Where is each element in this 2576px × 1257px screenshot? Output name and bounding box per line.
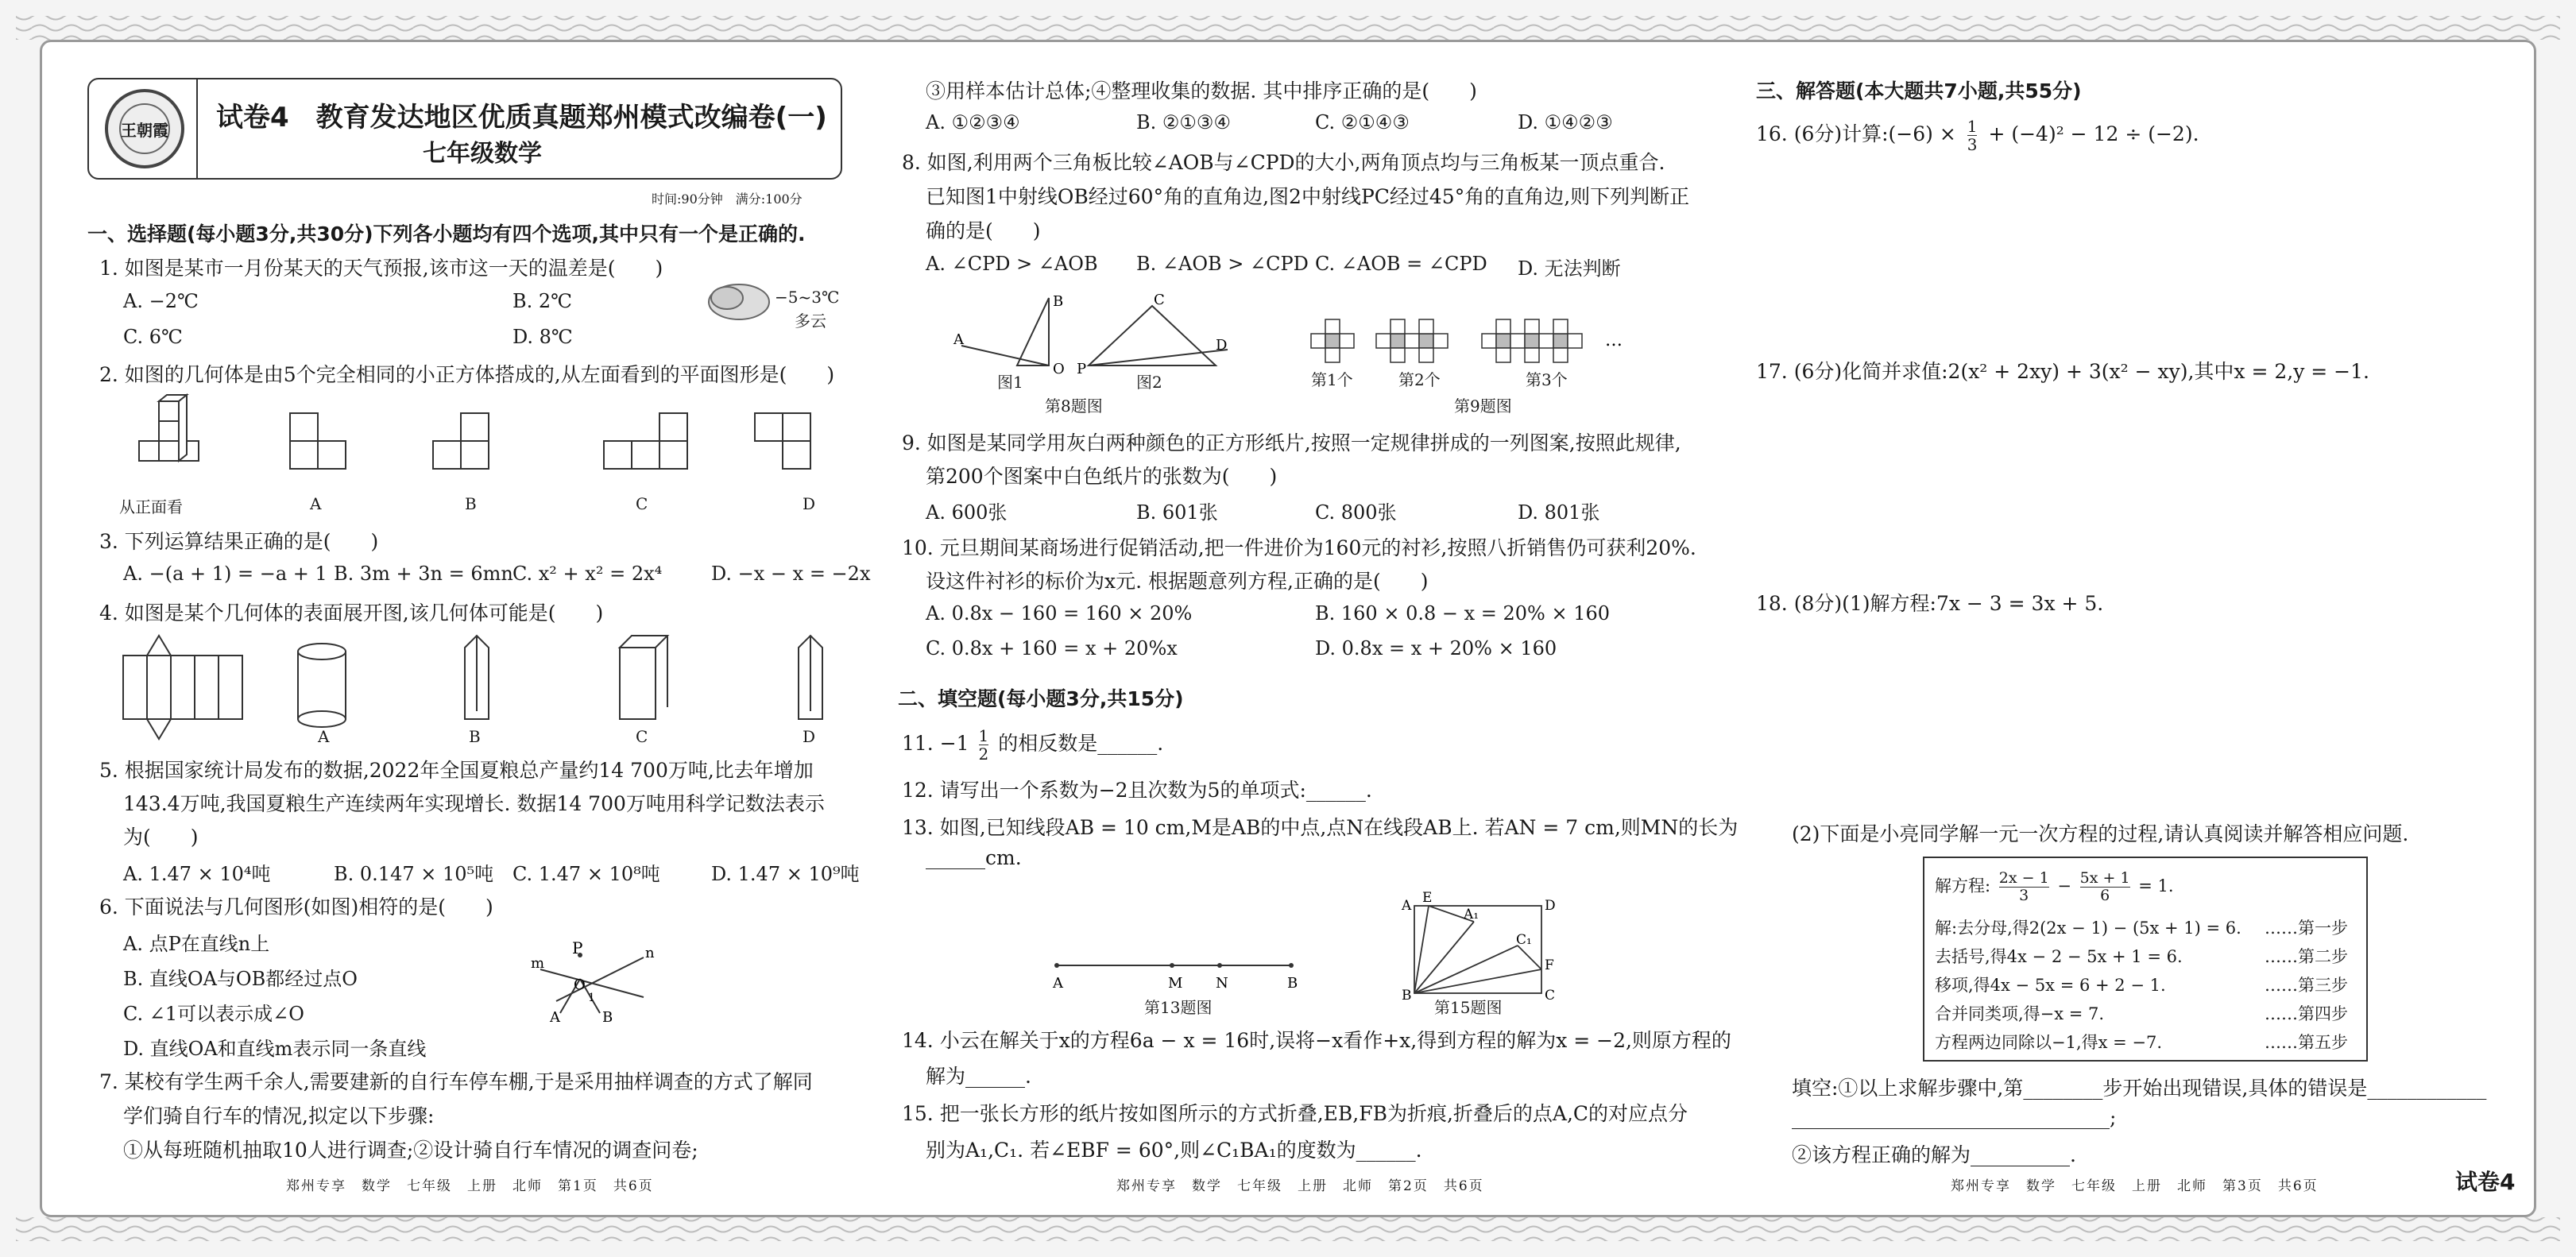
svg-text:E: E (1422, 890, 1433, 906)
q2-figures (119, 393, 834, 512)
q5-option-a: A. 1.47 × 10⁴吨 (123, 863, 271, 885)
q8-stem-1: 8. 如图,利用两个三角板比较∠AOB与∠CPD的大小,两角顶点均与三角板某一顶点重合. (902, 151, 1665, 174)
box-tag-4: ……第四步 (2265, 1004, 2348, 1023)
q6-figure (524, 938, 659, 1025)
q8-option-b: B. ∠AOB > ∠CPD (1136, 253, 1309, 275)
q13-stem-2: ______cm. (926, 846, 1022, 869)
q9-label-1: 第1个 (1311, 370, 1353, 389)
footer-page-2: 郑州专享 数学 七年级 上册 北师 第2页 共6页 (1116, 1178, 1484, 1194)
q7-option-c: C. ②①④③ (1315, 111, 1410, 133)
q1-option-c: C. 6℃ (123, 326, 183, 348)
svg-text:O: O (1053, 361, 1065, 377)
q17-stem: 17. (6分)化简并求值:2(x² + 2xy) + 3(x² − xy),其中x = 2,y = −1. (1756, 360, 2369, 383)
q2-label-c: C (636, 494, 648, 513)
section-3-title: 三、解答题(本大题共7小题,共55分) (1756, 79, 2082, 102)
section-1-title: 一、选择题(每小题3分,共30分)下列各小题均有四个选项,其中只有一个是正确的. (87, 222, 806, 246)
svg-text:…: … (1605, 331, 1623, 350)
svg-text:B: B (602, 1009, 613, 1025)
svg-text:B: B (1402, 988, 1412, 1001)
q5-stem-3: 为( ) (123, 826, 199, 849)
box-tag-5: ……第五步 (2265, 1033, 2348, 1052)
svg-text:M: M (1168, 975, 1183, 992)
q14-stem-1: 14. 小云在解关于x的方程6a − x = 16时,误将−x看作+x,得到方程的解为x = −2,则原方程的 (902, 1029, 1731, 1052)
q15-caption: 第15题图 (1434, 998, 1503, 1017)
q9-option-c: C. 800张 (1315, 501, 1397, 524)
logo-seal: 王朝霞 (105, 89, 184, 168)
svg-text:P: P (1077, 361, 1087, 377)
q9-figure (1303, 314, 1637, 369)
q9-stem-2: 第200个图案中白色纸片的张数为( ) (926, 465, 1278, 488)
svg-text:1: 1 (588, 992, 595, 1004)
q5-stem-1: 5. 根据国家统计局发布的数据,2022年全国夏粮总产量约14 700万吨,比去年增加 (99, 759, 814, 782)
q13-stem-1: 13. 如图,已知线段AB = 10 cm,M是AB的中点,点N在线段AB上. 若AN = 7 cm,则MN的长为 (902, 816, 1739, 839)
q18-fill-3: ②该方程正确的解为__________. (1792, 1143, 2076, 1166)
q9-label-3: 第3个 (1526, 370, 1568, 389)
q5-option-d: D. 1.47 × 10⁹吨 (711, 863, 860, 885)
svg-text:O: O (574, 977, 586, 993)
q9-caption: 第9题图 (1454, 396, 1512, 416)
exam-title: 试卷4 教育发达地区优质真题郑州模式改编卷(一) (216, 102, 827, 133)
q7-stem-cont: ③用样本估计总体;④整理收集的数据. 其中排序正确的是( ) (926, 79, 1477, 102)
q7-option-d: D. ①④②③ (1518, 111, 1613, 133)
box-line-1: 解方程: $\frac{2x - 1}{3}$ − $\frac{5x + 1}{6}$ = 1. (1935, 869, 2174, 904)
q4-label-c: C (636, 727, 648, 746)
q18-fill-1: 填空:①以上求解步骤中,第________步开始出现错误,具体的错误是____________ (1792, 1077, 2487, 1100)
q9-option-d: D. 801张 (1518, 501, 1600, 524)
svg-text:B: B (1287, 975, 1298, 992)
q18-stem: 18. (8分)(1)解方程:7x − 3 = 3x + 5. (1756, 592, 2104, 615)
exam-meta: 时间:90分钟 满分:100分 (652, 191, 803, 207)
q9-stem-1: 9. 如图是某同学用灰白两种颜色的正方形纸片,按照一定规律拼成的一列图案,按照此规律, (902, 431, 1681, 454)
q16-stem: 16. (6分)计算:(−6) × $\frac{1}{3}$ + (−4)² − 12 ÷ (−2). (1756, 117, 2199, 154)
q2-stem: 2. 如图的几何体是由5个完全相同的小正方体搭成的,从左面看到的平面图形是( ) (99, 363, 835, 386)
svg-text:N: N (1216, 975, 1228, 992)
svg-text:B: B (1053, 293, 1064, 310)
q13-figure (1041, 950, 1319, 997)
q3-option-b: B. 3m + 3n = 6mn (334, 563, 513, 585)
q2-label-b: B (465, 494, 477, 513)
q4-label-b: B (469, 727, 481, 746)
q5-option-c: C. 1.47 × 10⁸吨 (512, 863, 660, 885)
box-tag-1: ……第一步 (2265, 919, 2348, 938)
section-2-title: 二、填空题(每小题3分,共15分) (898, 687, 1184, 710)
svg-text:n: n (645, 945, 655, 961)
q15-figure (1398, 890, 1557, 1001)
svg-text:A: A (953, 331, 964, 348)
box-step-2: 去括号,得4x − 2 − 5x + 1 = 6. (1935, 947, 2183, 966)
svg-text:C₁: C₁ (1516, 932, 1532, 948)
q6-option-c: C. ∠1可以表示成∠O (123, 1003, 304, 1025)
q5-option-b: B. 0.147 × 10⁵吨 (334, 863, 494, 885)
q8-option-d: D. 无法判断 (1518, 257, 1621, 280)
q4-label-a: A (318, 727, 330, 746)
q10-option-b: B. 160 × 0.8 − x = 20% × 160 (1315, 602, 1611, 625)
q5-stem-2: 143.4万吨,我国夏粮生产连续两年实现增长. 数据14 700万吨用科学记数法表示 (123, 792, 825, 815)
q1-weather-desc: 多云 (795, 311, 826, 331)
q1-weather-temp: −5~3℃ (775, 288, 840, 307)
footer-page-3: 郑州专享 数学 七年级 上册 北师 第3页 共6页 (1951, 1178, 2319, 1194)
q6-stem: 6. 下面说法与几何图形(如图)相符的是( ) (99, 895, 493, 919)
q7-stem-1: 7. 某校有学生两千余人,需要建新的自行车停车棚,于是采用抽样调查的方式了解同 (99, 1070, 813, 1093)
box-step-1: 解:去分母,得2(2x − 1) − (5x + 1) = 6. (1935, 919, 2241, 938)
box-step-5: 方程两边同除以−1,得x = −7. (1935, 1033, 2163, 1052)
q6-option-a: A. 点P在直线n上 (123, 933, 270, 955)
q10-stem-1: 10. 元旦期间某商场进行促销活动,把一件进价为160元的衬衫,按照八折销售仍可获利20%. (902, 536, 1696, 559)
q1-stem: 1. 如图是某市一月份某天的天气预报,该市这一天的温差是( ) (99, 257, 663, 280)
q6-option-b: B. 直线OA与OB都经过点O (123, 968, 358, 990)
svg-text:A: A (1402, 898, 1412, 914)
q2-front-label: 从正面看 (119, 497, 183, 516)
q1-option-b: B. 2℃ (512, 290, 573, 312)
svg-text:A₁: A₁ (1464, 907, 1479, 922)
svg-text:F: F (1545, 957, 1554, 973)
q10-option-c: C. 0.8x + 160 = x + 20%x (926, 637, 1178, 659)
q3-option-d: D. −x − x = −2x (711, 563, 871, 585)
svg-text:D: D (1216, 337, 1228, 354)
q8-fig1: 图1 (997, 373, 1023, 392)
q1-option-a: A. −2℃ (123, 290, 199, 312)
q12-stem: 12. 请写出一个系数为−2且次数为5的单项式:______. (902, 779, 1372, 802)
q2-label-d: D (803, 494, 816, 513)
box-tag-2: ……第二步 (2265, 947, 2348, 966)
q8-stem-3: 确的是( ) (926, 219, 1041, 242)
q10-stem-2: 设这件衬衫的标价为x元. 根据题意列方程,正确的是( ) (926, 570, 1429, 593)
svg-text:A: A (1053, 975, 1063, 992)
svg-text:m: m (531, 955, 545, 972)
q4-stem: 4. 如图是某个几何体的表面展开图,该几何体可能是( ) (99, 601, 604, 625)
box-tag-3: ……第三步 (2265, 976, 2348, 995)
q8-figure (946, 290, 1247, 377)
q13-caption: 第13题图 (1144, 998, 1213, 1017)
q7-option-a: A. ①②③④ (926, 111, 1020, 133)
q9-option-a: A. 600张 (926, 501, 1008, 524)
q6-option-d: D. 直线OA和直线m表示同一条直线 (123, 1038, 427, 1060)
q3-option-a: A. −(a + 1) = −a + 1 (123, 563, 327, 585)
exam-subtitle: 七年级数学 (423, 140, 542, 168)
q4-label-d: D (803, 727, 816, 746)
svg-text:C: C (1545, 988, 1556, 1001)
q11-stem: 11. −1 $\frac{1}{2}$ 的相反数是______. (902, 726, 1164, 764)
footer-page-1: 郑州专享 数学 七年级 上册 北师 第1页 共6页 (286, 1178, 654, 1194)
q2-label-a: A (310, 494, 322, 513)
q7-stem-2: 学们骑自行车的情况,拟定以下步骤: (123, 1104, 435, 1127)
q3-option-c: C. x² + x² = 2x⁴ (512, 563, 663, 585)
svg-text:P: P (572, 938, 583, 957)
q7-option-b: B. ②①③④ (1136, 111, 1231, 133)
exam-tag: 试卷4 (2455, 1169, 2516, 1195)
svg-text:D: D (1545, 898, 1556, 914)
q8-option-c: C. ∠AOB = ∠CPD (1315, 253, 1487, 275)
q1-option-d: D. 8℃ (512, 326, 573, 348)
q8-fig2: 图2 (1136, 373, 1162, 392)
q8-stem-2: 已知图1中射线OB经过60°角的直角边,图2中射线PC经过45°角的直角边,则下列判断正 (926, 185, 1690, 208)
box-step-4: 合并同类项,得−x = 7. (1935, 1004, 2105, 1023)
q14-stem-2: 解为______. (926, 1065, 1031, 1088)
box-step-3: 移项,得4x − 5x = 6 + 2 − 1. (1935, 976, 2166, 995)
q15-stem-1: 15. 把一张长方形的纸片按如图所示的方式折叠,EB,FB为折痕,折叠后的点A,C的对应点分 (902, 1102, 1688, 1125)
q10-option-a: A. 0.8x − 160 = 160 × 20% (926, 602, 1193, 625)
exam-header (87, 78, 842, 180)
q9-label-2: 第2个 (1398, 370, 1441, 389)
q7-stem-3: ①从每班随机抽取10人进行调查;②设计骑自行车情况的调查问卷; (123, 1139, 698, 1162)
q15-stem-2: 别为A₁,C₁. 若∠EBF = 60°,则∠C₁BA₁的度数为______. (926, 1139, 1422, 1162)
svg-text:A: A (550, 1009, 560, 1025)
svg-text:C: C (1154, 292, 1165, 308)
q8-caption: 第8题图 (1045, 396, 1103, 416)
q18-part2-stem: (2)下面是小亮同学解一元一次方程的过程,请认真阅读并解答相应问题. (1792, 822, 2409, 845)
q10-option-d: D. 0.8x = x + 20% × 160 (1315, 637, 1557, 659)
q4-figures (115, 632, 846, 743)
q8-option-a: A. ∠CPD > ∠AOB (926, 253, 1098, 275)
q18-fill-2: ________________________________; (1792, 1106, 2117, 1129)
q3-stem: 3. 下列运算结果正确的是( ) (99, 530, 379, 553)
q9-option-b: B. 601张 (1136, 501, 1218, 524)
